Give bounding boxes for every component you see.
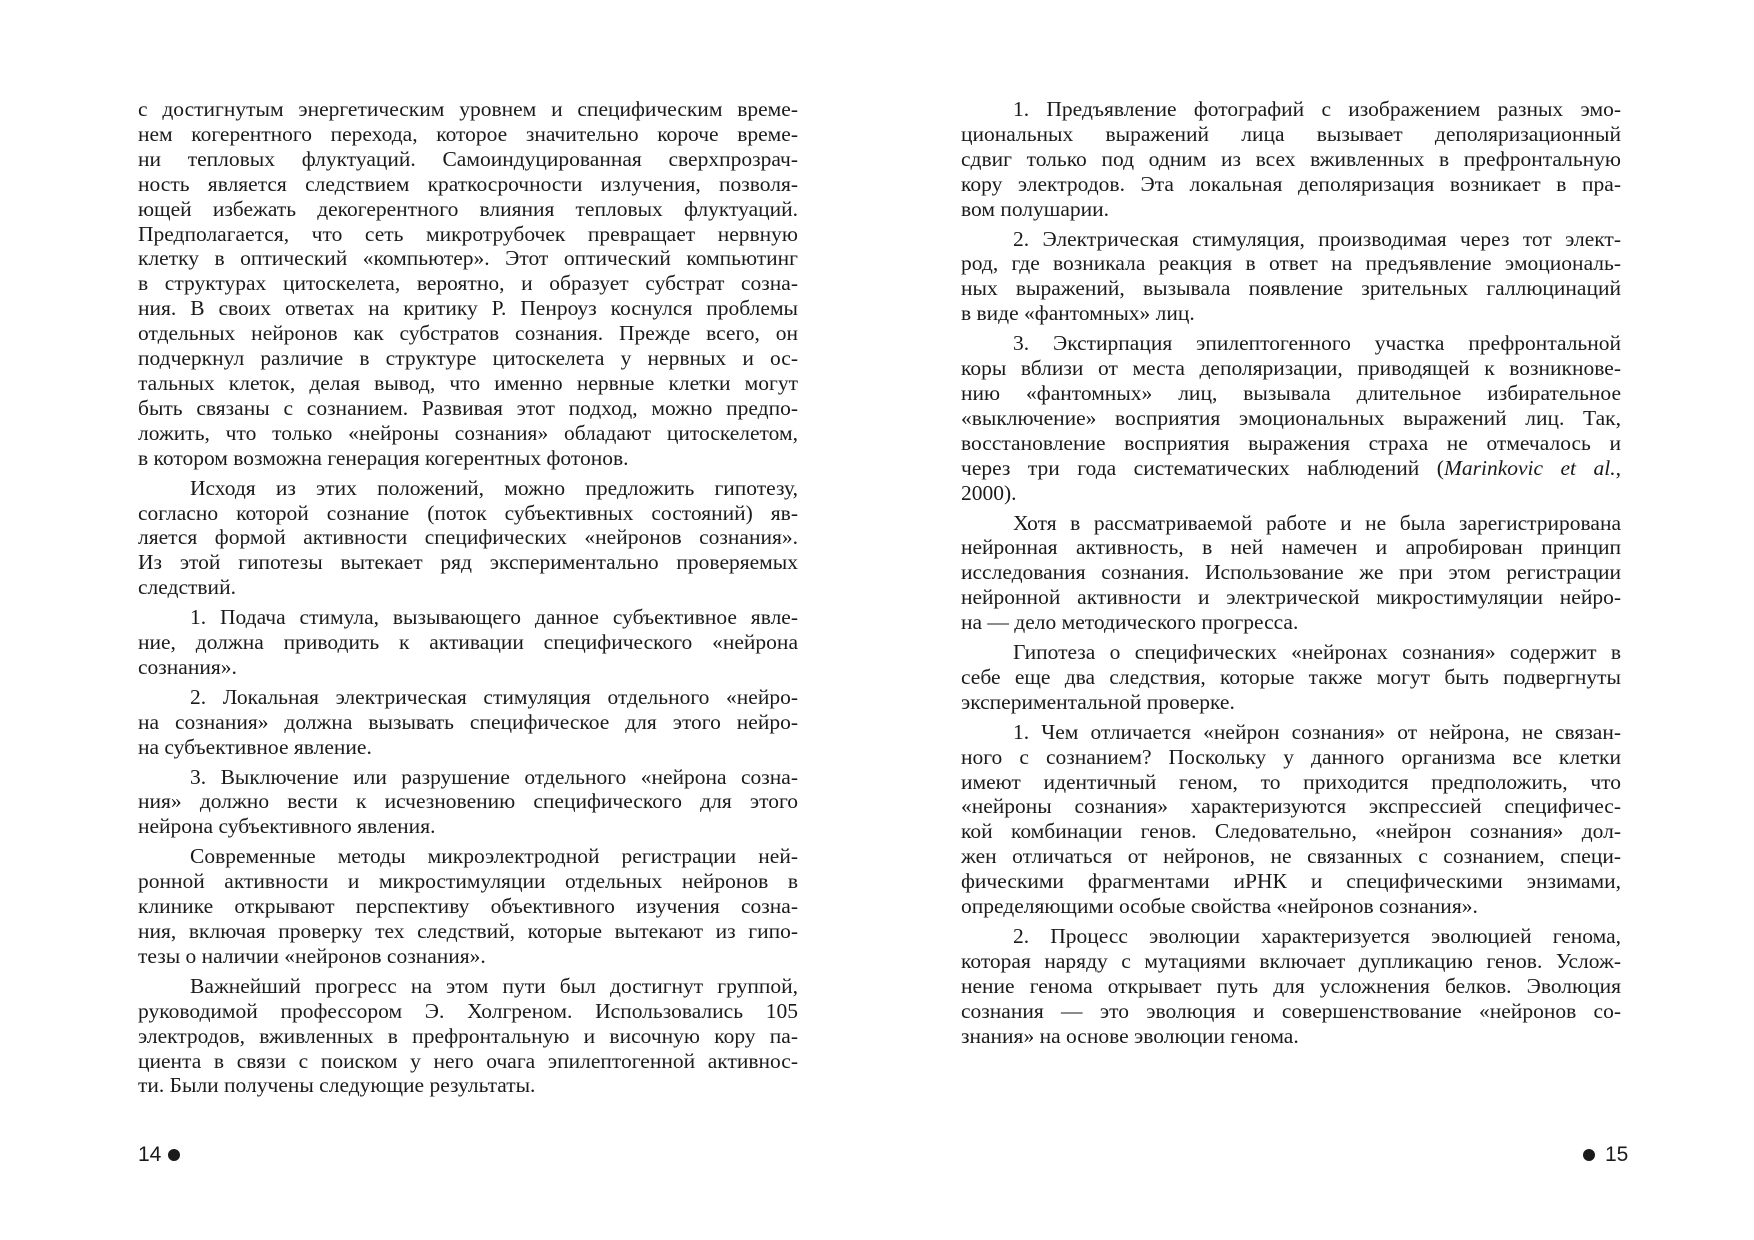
right-page [877, 0, 1754, 1240]
text-line: 3. Экстирпация эпилептогенного участка префронтальной [1013, 331, 1621, 356]
paragraph [961, 720, 1621, 919]
text-line: с достигнутым энергетическим уровнем и специфическим време- [138, 97, 798, 121]
text-line: Важнейший прогресс на этом пути был достигнут группой, [190, 973, 798, 998]
text-line: ность является следствием краткосрочности излучения, позволя- [138, 171, 798, 196]
text-line: сознания». [138, 654, 237, 679]
text-line: кору электродов. Эта локальная деполяризация возникает в пра- [961, 171, 1621, 196]
text-line: ляется формой активности специфических «нейронов сознания». [138, 525, 798, 550]
text-line: в котором возможна генерация когерентных фотонов. [138, 445, 629, 470]
text-line: ного с сознанием? Поскольку у данного организма все клетки [961, 744, 1621, 769]
right-page-folio [1583, 1143, 1628, 1167]
text-line: электродов, вживленных в префронтальную и височную кору па- [138, 1023, 798, 1048]
text-line [961, 456, 1621, 481]
text-line: ни тепловых флуктуаций. Самоиндуцированная сверхпрозрач- [138, 146, 798, 171]
left-page-text [138, 97, 798, 1103]
text-line: кой комбинации генов. Следовательно, «нейрон сознания» дол- [961, 819, 1621, 844]
right-page-text [961, 97, 1621, 1054]
text-line: нем когерентного перехода, которое значительно короче време- [138, 121, 798, 146]
text-line: тальных клеток, делая вывод, что именно нервные клетки могут [138, 370, 798, 395]
text-line: нейронной активности и электрической микростимуляции нейро- [961, 585, 1621, 610]
text-line: нию «фантомных» лиц, вызывала длительное избирательное [961, 380, 1621, 405]
text-line: Из этой гипотезы вытекает ряд экспериментально проверяемых [138, 550, 798, 575]
text-line: согласно которой сознание (поток субъективных состояний) яв- [138, 500, 798, 525]
text-line-content: через три года систематических наблюдений ( [961, 455, 1444, 480]
paragraph [138, 476, 798, 601]
text-line: ние, должна приводить к активации специфического «нейрона [138, 630, 798, 655]
text-line: циента в связи с поиском у него очага эпилептогенной активнос- [138, 1048, 798, 1073]
text-line: жен отличаться от нейронов, не связанных с сознанием, специ- [961, 844, 1621, 869]
text-line: себе еще два следствия, которые также могут быть подвергнуты [961, 664, 1621, 689]
text-line: 1. Чем отличается «нейрон сознания» от нейрона, не связан- [1013, 719, 1621, 744]
text-line: 1. Предъявление фотографий с изображением разных эмо- [1013, 97, 1621, 121]
text-line: 2. Локальная электрическая стимуляция отдельного «нейро- [190, 684, 798, 709]
paragraph [138, 844, 798, 969]
paragraph [138, 685, 798, 760]
text-line: 2. Электрическая стимуляция, производимая через тот элект- [1013, 226, 1621, 251]
paragraph [138, 765, 798, 840]
text-line: Гипотеза о специфических «нейронах сознания» содержит в [1013, 640, 1621, 665]
paragraph [138, 97, 798, 471]
text-line: 2. Процесс эволюции характеризуется эволюцией генома, [1013, 924, 1621, 948]
text-line: вом полушарии. [961, 196, 1110, 221]
paragraph [961, 640, 1621, 715]
text-line: ти. Были получены следующие результаты. [138, 1073, 536, 1098]
text-line: 1. Подача стимула, вызывающего данное субъективное явле- [190, 605, 798, 630]
text-line: ронной активности и микростимуляции отдельных нейронов в [138, 869, 798, 894]
page-number: 15 [1605, 1143, 1629, 1166]
text-line: клетку в оптический «компьютер». Этот оптический компьютинг [138, 246, 798, 271]
text-line: Современные методы микроэлектродной регистрации ней- [190, 844, 798, 869]
paragraph [961, 97, 1621, 222]
text-line: Предполагается, что сеть микротрубочек превращает нервную [138, 221, 798, 246]
text-line: ния» должно вести к исчезновению специфического для этого [138, 789, 798, 814]
text-line: отдельных нейронов как субстратов сознания. Прежде всего, он [138, 321, 798, 346]
text-line: Хотя в рассматриваемой работе и не была зарегистрирована [1013, 510, 1621, 535]
text-line: руководимой профессором Э. Холгреном. Использовались 105 [138, 998, 798, 1023]
folio-bullet-icon [168, 1149, 180, 1161]
text-line: восстановление восприятия выражения страха не отмечалось и [961, 430, 1621, 455]
text-line: нение генома открывает путь для усложнения белков. Эволюция [961, 973, 1621, 998]
text-line: тезы о наличии «нейронов сознания». [138, 943, 486, 968]
text-line: род, где возникала реакция в ответ на предъявление эмоциональ- [961, 251, 1621, 276]
paragraph [138, 974, 798, 1099]
text-line: в виде «фантомных» лиц. [961, 301, 1195, 326]
folio-bullet-icon [1583, 1149, 1595, 1161]
citation-tail: , [1615, 455, 1621, 480]
text-line: быть связаны с сознанием. Развивая этот подход, можно предпо- [138, 395, 798, 420]
text-line: ющей избежать декогерентного влияния тепловых флуктуаций. [138, 196, 798, 221]
text-line: «нейроны сознания» характеризуются экспрессией специфичес- [961, 794, 1621, 819]
text-line: имеют идентичный геном, то приходится предположить, что [961, 769, 1621, 794]
text-line: ния. В своих ответах на критику Р. Пенроуз коснулся проблемы [138, 296, 798, 321]
text-line: знания» на основе эволюции генома. [961, 1023, 1299, 1048]
text-line: нейрона субъективного явления. [138, 814, 436, 839]
citation-author: Marinkovic et al. [1443, 455, 1616, 480]
text-line: 3. Выключение или разрушение отдельного «нейрона созна- [190, 764, 798, 789]
page-number: 14 [138, 1143, 162, 1166]
text-line: в структурах цитоскелета, вероятно, и образует субстрат созна- [138, 271, 798, 296]
left-page-folio [138, 1143, 180, 1167]
text-line: на сознания» должна вызывать специфическое для этого нейро- [138, 709, 798, 734]
text-line: коры вблизи от места деполяризации, приводящей к возникнове- [961, 356, 1621, 381]
paragraph [961, 924, 1621, 1049]
text-line: Исходя из этих положений, можно предложить гипотезу, [190, 475, 798, 500]
text-line: сдвиг только под одним из всех вживленных в префронтальную [961, 146, 1621, 171]
text-line: ных выражений, вызывала появление зрительных галлюцинаций [961, 276, 1621, 301]
text-line: 2000). [961, 480, 1017, 505]
text-line: которая наряду с мутациями включает дупликацию генов. Услож- [961, 948, 1621, 973]
paragraph [961, 227, 1621, 327]
text-line: следствий. [138, 575, 236, 600]
text-line: ния, включая проверку тех следствий, которые вытекают из гипо- [138, 919, 798, 943]
paragraph [961, 331, 1621, 505]
text-line: определяющими особые свойства «нейронов сознания». [961, 894, 1478, 919]
text-line: ложить, что только «нейроны сознания» обладают цитоскелетом, [138, 420, 798, 445]
paragraph [138, 605, 798, 680]
text-line: подчеркнул различие в структуре цитоскелета у нервных и ос- [138, 346, 798, 371]
paragraph [961, 511, 1621, 636]
text-line: клинике открывают перспективу объективного изучения созна- [138, 894, 798, 919]
text-line: «выключение» восприятия эмоциональных выражений лиц. Так, [961, 405, 1621, 430]
text-line: экспериментальной проверке. [961, 689, 1235, 714]
text-line: сознания — это эволюция и совершенствование «нейронов со- [961, 998, 1621, 1023]
text-line: фическими фрагментами иРНК и специфическими энзимами, [961, 869, 1621, 894]
text-line: исследования сознания. Использование же при этом регистрации [961, 560, 1621, 585]
text-line: циональных выражений лица вызывает деполяризационный [961, 121, 1621, 146]
text-line: нейронная активность, в ней намечен и апробирован принцип [961, 535, 1621, 560]
text-line: на субъективное явление. [138, 734, 372, 759]
text-line: на — дело методического прогресса. [961, 610, 1299, 635]
